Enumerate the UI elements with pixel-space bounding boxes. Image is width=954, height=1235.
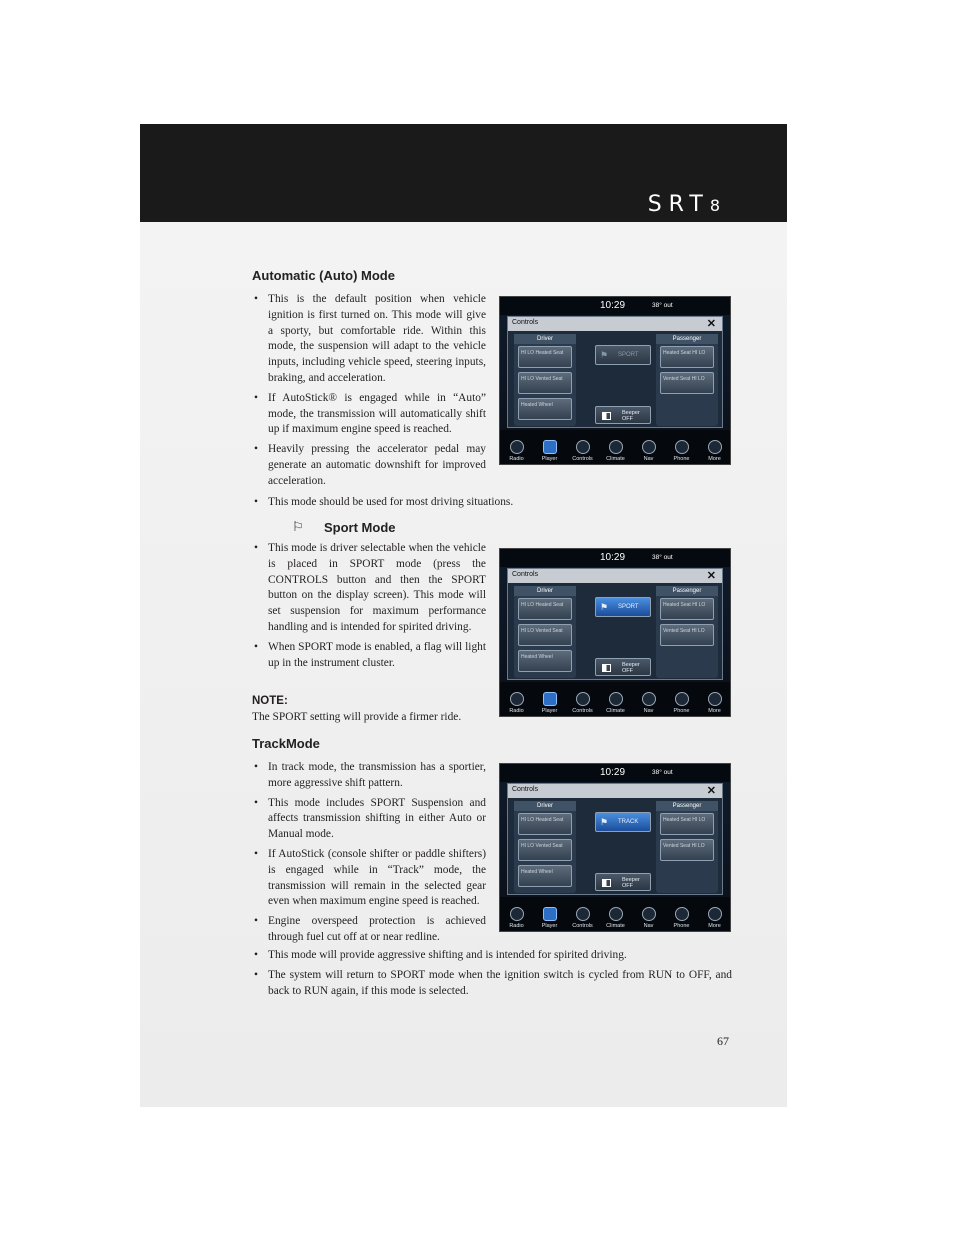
driver-header: Driver xyxy=(514,334,576,344)
nav-climate-button[interactable] xyxy=(599,692,632,714)
passenger-panel xyxy=(656,334,718,426)
passenger-panel xyxy=(656,586,718,678)
passenger-heated-seat-button[interactable] xyxy=(660,346,714,368)
bottom-nav xyxy=(500,897,730,931)
controls-icon xyxy=(576,692,590,706)
auto-mode-heading: Automatic (Auto) Mode xyxy=(252,268,395,283)
more-icon xyxy=(708,440,722,454)
checkered-flag-icon: ⚑ xyxy=(600,817,609,827)
nav-phone-button[interactable] xyxy=(665,692,698,714)
nav-label: Controls xyxy=(572,708,593,714)
controls-window xyxy=(507,783,723,895)
passenger-vented-seat-button[interactable] xyxy=(660,839,714,861)
button-label: Heated Seat xyxy=(535,602,564,608)
passenger-heated-seat-button[interactable] xyxy=(660,598,714,620)
bottom-nav xyxy=(500,430,730,464)
nav-label: Phone xyxy=(673,456,690,462)
hi-lo-label: HI LO xyxy=(521,350,535,356)
nav-phone-button[interactable] xyxy=(665,440,698,462)
button-label: Vented Seat xyxy=(535,628,563,634)
beeper-icon xyxy=(602,879,611,887)
button-label: Heated Wheel xyxy=(521,402,553,408)
driver-panel xyxy=(514,334,576,426)
nav-label: Controls xyxy=(572,456,593,462)
sport-mode-list xyxy=(254,541,486,675)
radio-icon xyxy=(510,907,524,921)
clock: 10:29 xyxy=(600,300,626,311)
button-label: Vented Seat xyxy=(663,376,691,382)
nav-label: Player xyxy=(541,923,558,929)
nav-label: More xyxy=(708,456,721,462)
nav-icon xyxy=(642,692,656,706)
phone-icon xyxy=(675,692,689,706)
hi-lo-label: HI LO xyxy=(521,602,535,608)
hi-lo-label: HI LO xyxy=(692,817,706,823)
beeper-icon xyxy=(602,412,611,420)
list-item: • If AutoStick® is engaged while in “Auto” mode, the transmission will automatically shift up if maximum engine speed is reached. xyxy=(254,391,486,438)
mode-button[interactable] xyxy=(595,812,651,832)
page-header xyxy=(140,124,787,222)
mode-label: TRACK xyxy=(618,819,639,825)
checkered-flag-icon: ⚑ xyxy=(600,602,609,612)
nav-label: More xyxy=(708,708,721,714)
beeper-label: Beeper OFF xyxy=(622,877,640,889)
player-icon xyxy=(543,692,557,706)
passenger-heated-seat-button[interactable] xyxy=(660,813,714,835)
button-label: Vented Seat xyxy=(663,843,691,849)
nav-player-button[interactable] xyxy=(533,907,566,929)
driver-panel xyxy=(514,586,576,678)
brand-logo: SRT8 xyxy=(647,192,727,217)
beeper-button[interactable] xyxy=(595,406,651,424)
hi-lo-label: HI LO xyxy=(691,376,705,382)
note-label: NOTE: xyxy=(252,695,288,707)
radio-icon xyxy=(510,440,524,454)
checkered-flag-icon: ⚑ xyxy=(600,350,609,360)
nav-radio-button[interactable] xyxy=(500,440,533,462)
hi-lo-label: HI LO xyxy=(691,843,705,849)
nav-controls-button[interactable] xyxy=(566,692,599,714)
player-icon xyxy=(543,440,557,454)
status-bar xyxy=(500,297,730,315)
mode-label: SPORT xyxy=(618,604,639,610)
page-number: 67 xyxy=(717,1034,729,1048)
list-item: • This is the default position when vehicle ignition is first turned on. This mode will give a sporty, but comfortable ride. Within this mode, the suspension will adapt to the vehicle inputs, including vehicle speed, steering inputs, braking, and acceleration. xyxy=(254,292,486,387)
outside-temp: 38° out xyxy=(652,769,673,776)
driver-vented-seat-button[interactable] xyxy=(518,372,572,394)
track-mode-heading: TrackMode xyxy=(252,736,320,751)
list-item: • If AutoStick (console shifter or paddle shifters) is engaged while in “Track” mode, the transmission will remain in the selected gear even when maximum engine speed is reached. xyxy=(254,847,486,910)
passenger-vented-seat-button[interactable] xyxy=(660,624,714,646)
list-item: • In track mode, the transmission has a sportier, more aggressive shift pattern. xyxy=(254,760,486,792)
nav-more-button[interactable] xyxy=(698,907,731,929)
hi-lo-label: HI LO xyxy=(692,602,706,608)
hi-lo-label: HI LO xyxy=(521,376,535,382)
beeper-label: Beeper OFF xyxy=(622,410,640,422)
controls-screen-auto xyxy=(499,296,731,465)
nav-icon xyxy=(642,907,656,921)
window-title: Controls xyxy=(512,319,539,326)
auto-mode-list-wide xyxy=(254,495,674,515)
auto-mode-list xyxy=(254,292,486,494)
window-titlebar xyxy=(508,569,722,583)
controls-icon xyxy=(576,440,590,454)
nav-label: More xyxy=(708,923,721,929)
button-label: Vented Seat xyxy=(663,628,691,634)
list-item: • This mode includes SPORT Suspension and affects transmission shifting in either Auto or Manual mode. xyxy=(254,796,486,843)
nav-label: Climate xyxy=(606,456,625,462)
mode-button[interactable] xyxy=(595,345,651,365)
nav-label: Climate xyxy=(606,708,625,714)
passenger-header: Passenger xyxy=(656,586,718,596)
radio-icon xyxy=(510,692,524,706)
nav-more-button[interactable] xyxy=(698,440,731,462)
nav-label: Radio xyxy=(509,708,524,714)
nav-label: Nav xyxy=(643,708,654,714)
beeper-icon xyxy=(602,664,611,672)
sport-mode-heading: Sport Mode xyxy=(324,520,396,535)
nav-icon xyxy=(642,440,656,454)
nav-phone-button[interactable] xyxy=(665,907,698,929)
nav-controls-button[interactable] xyxy=(566,907,599,929)
nav-nav-button[interactable] xyxy=(632,440,665,462)
hi-lo-label: HI LO xyxy=(691,628,705,634)
nav-label: Phone xyxy=(673,708,690,714)
outside-temp: 38° out xyxy=(652,302,673,309)
passenger-vented-seat-button[interactable] xyxy=(660,372,714,394)
nav-label: Player xyxy=(541,708,558,714)
list-item: • The system will return to SPORT mode when the ignition switch is cycled from RUN to OFF, and back to RUN again, if this mode is selected. xyxy=(254,968,732,1000)
beeper-button[interactable] xyxy=(595,873,651,891)
clock: 10:29 xyxy=(600,767,626,778)
mode-button[interactable] xyxy=(595,597,651,617)
hi-lo-label: HI LO xyxy=(692,350,706,356)
list-item: • This mode will provide aggressive shifting and is intended for spirited driving. xyxy=(254,948,732,964)
nav-radio-button[interactable] xyxy=(500,692,533,714)
clock: 10:29 xyxy=(600,552,626,563)
driver-header: Driver xyxy=(514,801,576,811)
track-mode-list-wide xyxy=(254,948,732,1003)
manual-page xyxy=(140,124,787,1107)
more-icon xyxy=(708,692,722,706)
button-label: Vented Seat xyxy=(535,843,563,849)
nav-label: Climate xyxy=(606,923,625,929)
window-title: Controls xyxy=(512,786,539,793)
nav-label: Radio xyxy=(509,923,524,929)
list-item: • This mode is driver selectable when the vehicle is placed in SPORT mode (press the CONTROLS button and then the SPORT button on the display screen). This mode will set suspension for maximum performance handling and is intended for spirited driving. xyxy=(254,541,486,636)
outside-temp: 38° out xyxy=(652,554,673,561)
list-item: • This mode should be used for most driving situations. xyxy=(254,495,674,511)
beeper-label: Beeper OFF xyxy=(622,662,640,674)
list-item: • Engine overspeed protection is achieved through fuel cut off at or near redline. xyxy=(254,914,486,946)
note-block xyxy=(252,693,492,725)
sport-flag-icon: ⚐ xyxy=(292,519,304,534)
status-bar xyxy=(500,549,730,567)
controls-icon xyxy=(576,907,590,921)
button-label: Heated Seat xyxy=(535,817,564,823)
driver-header: Driver xyxy=(514,586,576,596)
controls-screen-track xyxy=(499,763,731,932)
beeper-button[interactable] xyxy=(595,658,651,676)
nav-label: Controls xyxy=(572,923,593,929)
nav-more-button[interactable] xyxy=(698,692,731,714)
mode-label: SPORT xyxy=(618,352,639,358)
passenger-header: Passenger xyxy=(656,801,718,811)
button-label: Heated Seat xyxy=(663,817,691,823)
window-titlebar xyxy=(508,317,722,331)
driver-vented-seat-button[interactable] xyxy=(518,839,572,861)
phone-icon xyxy=(675,440,689,454)
phone-icon xyxy=(675,907,689,921)
heated-wheel-button[interactable] xyxy=(518,865,572,887)
climate-icon xyxy=(609,440,623,454)
player-icon xyxy=(543,907,557,921)
hi-lo-label: HI LO xyxy=(521,628,535,634)
controls-window xyxy=(507,316,723,428)
nav-label: Phone xyxy=(673,923,690,929)
nav-label: Player xyxy=(541,456,558,462)
nav-label: Radio xyxy=(509,456,524,462)
window-title: Controls xyxy=(512,571,539,578)
list-item: • When SPORT mode is enabled, a flag will light up in the instrument cluster. xyxy=(254,640,486,672)
close-icon[interactable]: ✕ xyxy=(706,318,716,330)
driver-heated-seat-button[interactable] xyxy=(518,598,572,620)
nav-nav-button[interactable] xyxy=(632,907,665,929)
passenger-header: Passenger xyxy=(656,334,718,344)
button-label: Heated Wheel xyxy=(521,654,553,660)
button-label: Heated Seat xyxy=(663,350,691,356)
driver-heated-seat-button[interactable] xyxy=(518,346,572,368)
nav-climate-button[interactable] xyxy=(599,907,632,929)
button-label: Heated Seat xyxy=(663,602,691,608)
driver-vented-seat-button[interactable] xyxy=(518,624,572,646)
hi-lo-label: HI LO xyxy=(521,843,535,849)
more-icon xyxy=(708,907,722,921)
driver-panel xyxy=(514,801,576,893)
note-text: The SPORT setting will provide a firmer ride. xyxy=(252,711,462,723)
status-bar xyxy=(500,764,730,782)
climate-icon xyxy=(609,692,623,706)
driver-heated-seat-button[interactable] xyxy=(518,813,572,835)
window-titlebar xyxy=(508,784,722,798)
controls-screen-sport xyxy=(499,548,731,717)
close-icon[interactable]: ✕ xyxy=(706,785,716,797)
controls-window xyxy=(507,568,723,680)
list-item: • Heavily pressing the accelerator pedal may generate an automatic downshift for improved acceleration. xyxy=(254,442,486,489)
nav-label: Nav xyxy=(643,456,654,462)
nav-controls-button[interactable] xyxy=(566,440,599,462)
close-icon[interactable]: ✕ xyxy=(706,570,716,582)
track-mode-list xyxy=(254,760,486,950)
climate-icon xyxy=(609,907,623,921)
passenger-panel xyxy=(656,801,718,893)
nav-climate-button[interactable] xyxy=(599,440,632,462)
bottom-nav xyxy=(500,682,730,716)
nav-player-button[interactable] xyxy=(533,440,566,462)
nav-radio-button[interactable] xyxy=(500,907,533,929)
hi-lo-label: HI LO xyxy=(521,817,535,823)
nav-nav-button[interactable] xyxy=(632,692,665,714)
button-label: Heated Wheel xyxy=(521,869,553,875)
nav-player-button[interactable] xyxy=(533,692,566,714)
heated-wheel-button[interactable] xyxy=(518,398,572,420)
button-label: Heated Seat xyxy=(535,350,564,356)
heated-wheel-button[interactable] xyxy=(518,650,572,672)
button-label: Vented Seat xyxy=(535,376,563,382)
nav-label: Nav xyxy=(643,923,654,929)
